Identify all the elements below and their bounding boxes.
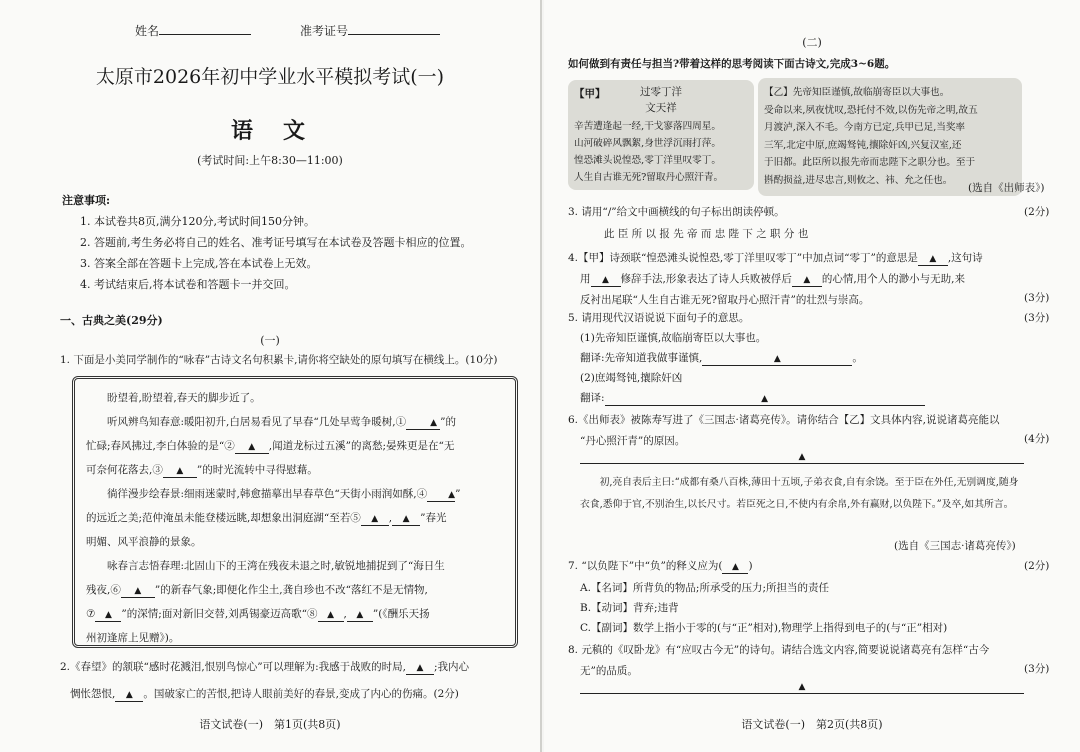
answer-blank[interactable]: ▲: [163, 465, 197, 478]
question-4: 4.【甲】诗颈联“惶恐滩头说惶恐,零丁洋里叹零丁”中加点词“零丁”的意思是 ▲ ,这句诗 用 ▲ 修辞手法,形象表达了诗人兵败被俘后 ▲ 的心情,用个人的渺小与无助,来 反衬出尾联“人生自古谁无死?留取丹心照汗青”的壮烈与崇高。: [568, 252, 983, 306]
exam-page-2: [544, 0, 1080, 752]
question-6: 6.《出师表》被陈寿写进了《三国志·诸葛亮传》。请你结合【乙】文具体内容,说说诸葛亮能以 “丹心照汗青”的原因。: [568, 414, 1000, 447]
notes-title: 注意事项:: [62, 194, 111, 207]
answer-blank[interactable]: ▲: [235, 441, 269, 454]
answer-blank[interactable]: ▲: [121, 585, 155, 598]
question-3: 3. 请用“/”给文中画横线的句子标出朗读停顿。: [568, 206, 785, 218]
card-line: ⑦ ▲ ”的深情;面对新旧交替,刘禹锡豪迈高歌“⑧ ▲ , ▲ ”(《酬乐天扬: [86, 608, 430, 620]
answer-blank[interactable]: ▲: [361, 513, 389, 526]
name-field: 姓名: [135, 22, 251, 41]
q5-item-1: (1)先帝知臣谨慎,故临崩寄臣以大事也。: [580, 332, 767, 344]
subsection-heading: (二): [802, 36, 822, 49]
exam-title: 太原市2026年初中学业水平模拟考试(一): [95, 66, 445, 88]
bing-passage: 初,亮自表后主曰:“成都有桑八百株,薄田十五顷,子弟衣食,自有余饶。至于臣在外任,无别调度,随身衣食,悉仰于官,不别治生,以长尺寸。若臣死之日,不使内有余帛,外有赢财,以负陛下。”及卒,如其所言。: [580, 477, 1019, 510]
prose-line: 于旧都。此臣所以报先帝而忠陛下之职分也。至于: [764, 157, 976, 168]
score: (4分): [1024, 433, 1050, 445]
subsection-heading: (一): [260, 334, 280, 347]
score: (3分): [1024, 312, 1050, 324]
answer-blank[interactable]: ▲: [591, 274, 621, 287]
answer-blank[interactable]: ▲: [406, 417, 440, 430]
note-item: 1. 本试卷共8页,满分120分,考试时间150分钟。: [80, 215, 315, 228]
page-divider: [540, 0, 542, 752]
score: (2分): [1024, 206, 1050, 218]
prose-line: 三军,北定中原,庶竭驽钝,攘除奸凶,兴复汉室,还: [764, 139, 962, 151]
answer-blank[interactable]: ▲: [392, 513, 420, 526]
poem-line: 辛苦遭逢起一经,干戈寥落四周星。: [574, 121, 721, 132]
id-field: 准考证号: [300, 22, 440, 41]
prose-lines: [764, 84, 1024, 189]
card-line: 忙碌;春风拂过,李白体验的是“② ▲ ,闻道龙标过五溪”的离愁;晏殊更是在“无: [86, 440, 455, 452]
bing-source: (选自《三国志·诸葛亮传》): [894, 540, 1016, 552]
subject-title: 语 文: [230, 118, 309, 144]
card-line: 州初逢席上见赠》)。: [86, 632, 180, 644]
section-heading: 一、古典之美(29分): [60, 314, 163, 327]
note-item: 2. 答题前,考生务必将自己的姓名、准考证号填写在本试卷及答题卡相应的位置。: [80, 236, 472, 249]
poem-author: 文天祥: [645, 102, 677, 114]
question-5: 5. 请用现代汉语说说下面句子的意思。: [568, 312, 750, 324]
answer-blank[interactable]: ▲: [702, 353, 852, 366]
poem-line: 惶恐滩头说惶恐,零丁洋里叹零丁。: [574, 155, 721, 166]
answer-blank[interactable]: ▲: [427, 489, 455, 502]
question-7: 7. “以负陛下”中“负”的释义应为( ▲ ): [568, 560, 753, 572]
score: (3分): [1024, 663, 1050, 675]
exam-time: (考试时间:上午8:30—11:00): [197, 154, 343, 167]
question-8: 8. 元稹的《叹卧龙》有“应叹古今无”的诗句。请结合选文内容,简要说说诸葛亮有怎样“古今 无”的品质。: [568, 644, 990, 677]
notes-list: [80, 211, 472, 295]
poem-title: 过零丁洋: [640, 86, 682, 98]
q7-options: [580, 578, 947, 638]
answer-blank[interactable]: ▲: [580, 451, 1024, 464]
card-line: 的远近之美;范仲淹虽未能登楼远眺,却想象出洞庭湖“至若⑤ ▲ , ▲ ”春光: [86, 512, 447, 524]
prose-source: (选自《出师表》): [968, 182, 1045, 194]
card-line: 咏春言志悟春理:北固山下的王湾在残夜未退之时,敏锐地捕捉到了“海日生: [107, 560, 445, 572]
prose-line: 受命以来,夙夜忧叹,恐托付不效,以伤先帝之明,故五: [764, 104, 978, 116]
note-item: 4. 考试结束后,将本试卷和答题卡一并交回。: [80, 278, 296, 291]
reading-intro: 如何做到有责任与担当?带着这样的思考阅读下面古诗文,完成3~6题。: [568, 58, 896, 70]
answer-blank[interactable]: ▲: [580, 681, 1024, 694]
answer-blank[interactable]: ▲: [792, 274, 822, 287]
card-line: 明媚、风平浪静的景象。: [86, 536, 202, 548]
question-2: 2.《春望》的颔联“感时花溅泪,恨别鸟惊心”可以理解为:我感于战败的时局, ▲ ;我内心 惆怅怨恨, ▲ 。国破家亡的苦恨,把诗人眼前美好的春景,变成了内心的伤痛。(2分): [60, 661, 470, 700]
answer-blank[interactable]: ▲: [406, 662, 434, 675]
q5-item-2: (2)庶竭驽钝,攘除奸凶: [580, 372, 683, 384]
card-line: 徜徉漫步绘春景:细雨迷蒙时,韩愈描摹出早春草色“天街小雨润如酥,④ ▲”: [107, 488, 461, 500]
poetry-card-text: [86, 386, 506, 650]
question-1: 1. 下面是小美同学制作的“咏春”古诗文名句积累卡,请你将空缺处的原句填写在横线上。(10分): [60, 354, 498, 366]
page-footer: 语文试卷(一) 第1页(共8页): [199, 718, 341, 731]
card-line: 可奈何花落去,③ ▲ ”的时光流转中寻得慰藉。: [86, 464, 318, 476]
answer-blank[interactable]: ▲: [722, 561, 748, 574]
answer-blank[interactable]: ▲: [605, 393, 925, 406]
answer-blank[interactable]: ▲: [318, 609, 344, 622]
poem-line: 人生自古谁无死?留取丹心照汗青。: [574, 172, 724, 183]
score: (2分): [1024, 560, 1050, 572]
card-line: 听风辨鸟知春意:暖阳初升,白居易看见了早春“几处早莺争暖树,① ▲ ”的: [107, 416, 456, 428]
option-b: B.【动词】背弃;违背: [580, 602, 679, 614]
q5-answer-1: 翻译:先帝知道我做事谨慎, ▲ 。: [580, 352, 863, 364]
option-c: C.【副词】数学上指小于零的(与“正”相对),物理学上指得到电子的(与“正”相对): [580, 622, 948, 634]
q3-sentence: 此 臣 所 以 报 先 帝 而 忠 陛 下 之 职 分 也: [604, 228, 809, 240]
score: (3分): [1024, 292, 1050, 304]
option-a: A.【名词】所背负的物品;所承受的压力;所担当的责任: [580, 582, 829, 594]
answer-blank[interactable]: ▲: [918, 253, 948, 266]
page-footer: 语文试卷(一) 第2页(共8页): [741, 718, 883, 731]
answer-blank[interactable]: ▲: [95, 609, 121, 622]
card-intro: 盼望着,盼望着,春天的脚步近了。: [107, 392, 261, 404]
poem-line: 山河破碎风飘絮,身世浮沉雨打萍。: [574, 138, 721, 149]
answer-blank[interactable]: ▲: [347, 609, 373, 622]
q5-answer-2: 翻译: ▲: [580, 390, 925, 406]
prose-line: 【乙】先帝知臣谨慎,故临崩寄臣以大事也。: [764, 87, 950, 98]
prose-line: 斟酌损益,进尽忠言,则攸之、祎、允之任也。: [764, 174, 953, 186]
note-item: 3. 答案全部在答题卡上完成,答在本试卷上无效。: [80, 257, 318, 270]
card-line: 残夜,⑥ ▲ ”的新春气象;即便化作尘土,龚自珍也不改“落红不是无情物,: [86, 584, 428, 596]
poem-lines: [574, 118, 723, 186]
poem-tag: 【甲】: [574, 88, 606, 100]
answer-blank[interactable]: ▲: [115, 689, 143, 702]
prose-line: 月渡泸,深入不毛。今南方已定,兵甲已足,当奖率: [764, 122, 966, 133]
